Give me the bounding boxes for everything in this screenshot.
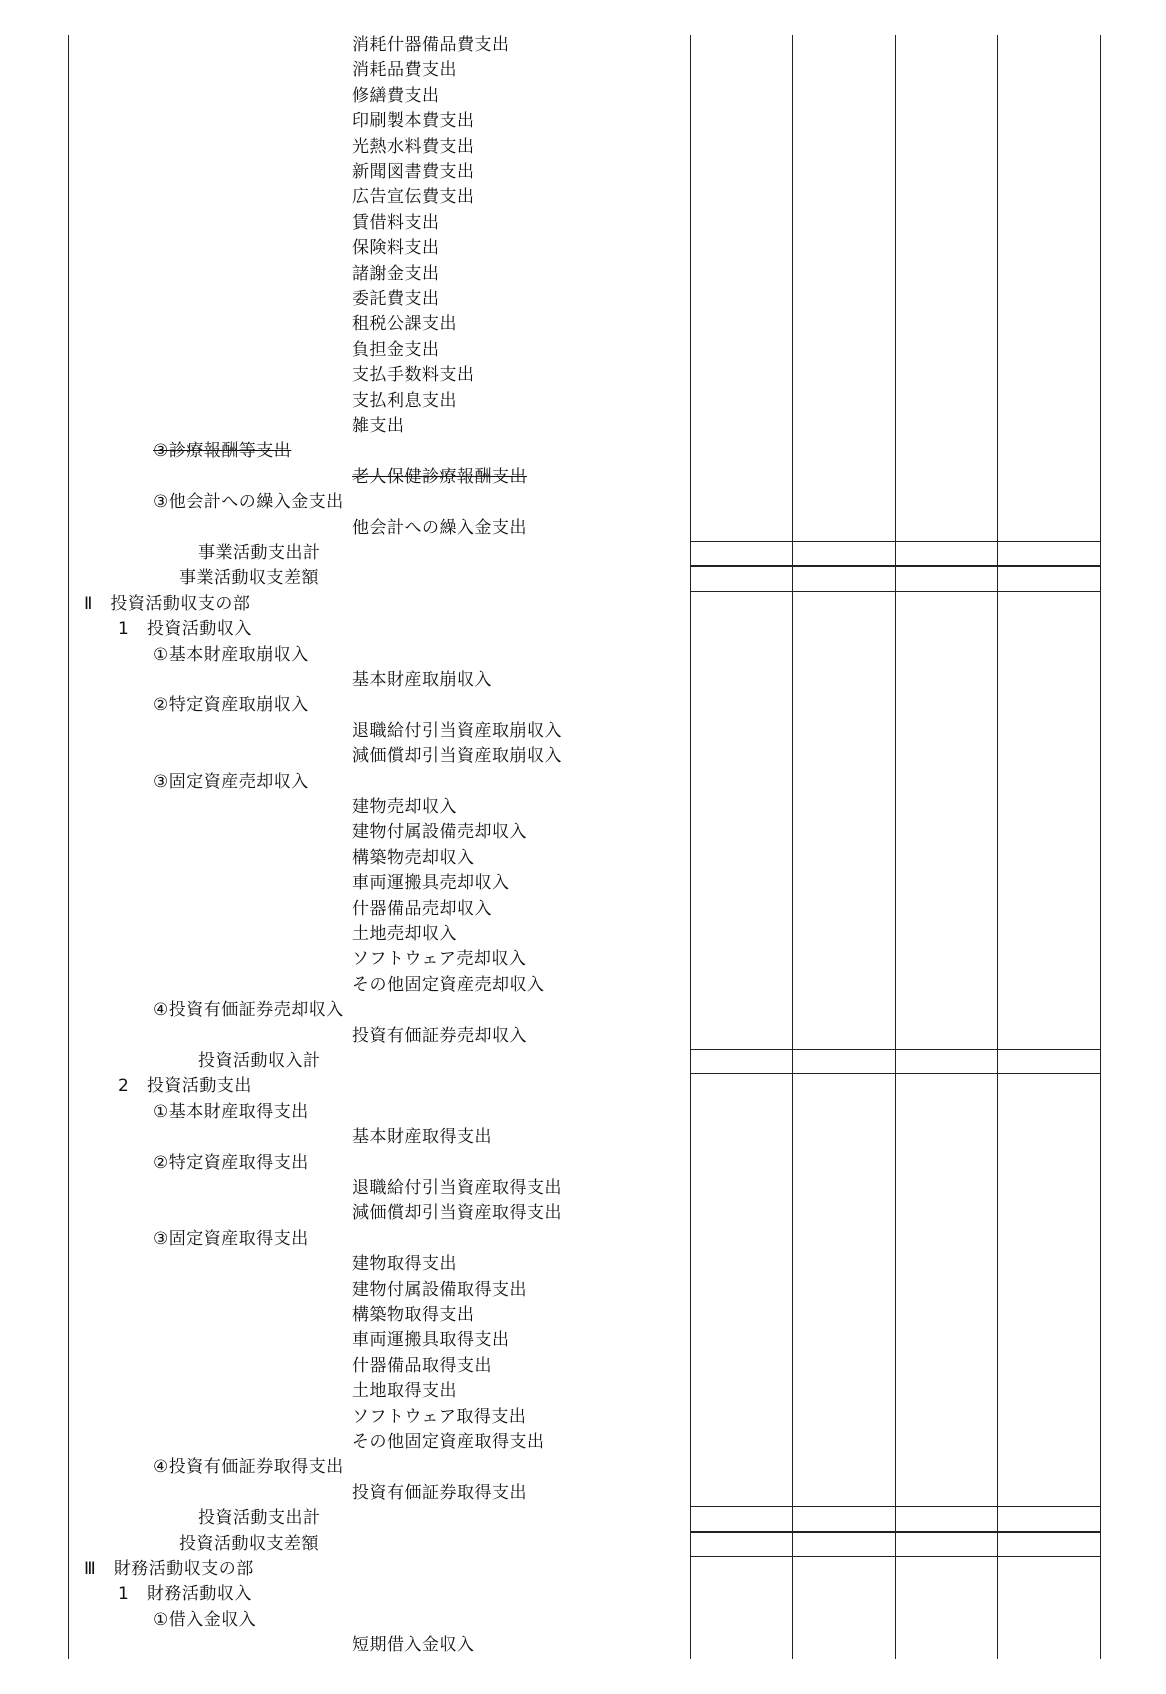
line-item-row: [0, 693, 1166, 718]
line-item-row: [0, 1303, 1166, 1328]
line-item-label: 構築物売却収入: [352, 847, 475, 868]
line-item-row: [0, 1328, 1166, 1353]
line-item-label: 新聞図書費支出: [352, 162, 475, 182]
line-item-label: 建物取得支出: [352, 1254, 457, 1275]
line-item-label: 支払手数料支出: [352, 365, 475, 386]
line-item-label: 印刷製本費支出: [352, 111, 475, 132]
line-item-label: 広告宣伝費支出: [352, 187, 475, 208]
line-item-row: [0, 947, 1166, 972]
line-item-row: [0, 1455, 1166, 1480]
line-item-row: [0, 1100, 1166, 1125]
line-item-row: [0, 1430, 1166, 1455]
line-item-row: [0, 465, 1166, 490]
line-item-row: [0, 820, 1166, 845]
line-item-label: 2 投資活動支出: [118, 1076, 252, 1097]
line-item-label: 車両運搬具取得支出: [352, 1330, 510, 1351]
line-item-label: 土地売却収入: [352, 924, 457, 944]
line-item-row: [0, 744, 1166, 769]
line-item-row: [0, 871, 1166, 896]
line-item-row: [0, 516, 1166, 541]
line-item-row: [0, 846, 1166, 871]
line-item-row: [0, 770, 1166, 795]
line-item-row: [0, 338, 1166, 363]
line-item-row: [0, 262, 1166, 287]
line-item-row: [0, 236, 1166, 261]
line-item-row: [0, 1125, 1166, 1150]
line-item-label: 車両運搬具売却収入: [352, 873, 510, 894]
line-item-row: [0, 160, 1166, 185]
line-item-label: 租税公課支出: [352, 314, 457, 335]
line-item-label: ③他会計への繰入金支出: [153, 492, 344, 513]
line-item-label: 投資活動収入計: [198, 1051, 321, 1071]
line-item-label: 減価償却引当資産取崩収入: [352, 746, 562, 767]
line-item-label: ③固定資産売却収入: [153, 771, 309, 792]
total-row: [0, 541, 1166, 566]
line-item-label: 土地取得支出: [352, 1381, 457, 1402]
total-row: [0, 1506, 1166, 1531]
line-item-label: 保険料支出: [352, 238, 440, 259]
line-item-row: [0, 719, 1166, 744]
line-item-label: 負担金支出: [352, 339, 440, 360]
line-item-label: ③固定資産取得支出: [153, 1228, 309, 1249]
line-item-row: [0, 643, 1166, 668]
line-item-label: 支払利息支出: [352, 390, 457, 411]
line-item-label: ①借入金収入: [153, 1609, 257, 1630]
line-item-label: ソフトウェア取得支出: [352, 1406, 527, 1427]
line-item-row: [0, 33, 1166, 58]
line-item-label: 退職給付引当資産取得支出: [352, 1178, 562, 1198]
line-item-row: [0, 389, 1166, 414]
line-item-row: [0, 1405, 1166, 1430]
line-item-row: [0, 897, 1166, 922]
line-item-label: ソフトウェア売却収入: [352, 949, 527, 970]
line-item-row: [0, 58, 1166, 83]
line-item-label: 消耗什器備品費支出: [352, 35, 510, 55]
section-heading-row: [0, 617, 1166, 642]
line-item-label: その他固定資産売却収入: [352, 974, 545, 995]
line-item-label: 建物付属設備売却収入: [352, 822, 527, 843]
line-item-label: 投資有価証券売却収入: [352, 1025, 527, 1046]
line-item-row: [0, 312, 1166, 337]
line-item-row: [0, 84, 1166, 109]
line-item-label: 老人保健診療報酬支出: [352, 466, 527, 487]
line-item-label: 1 財務活動収入: [118, 1584, 252, 1605]
line-item-row: [0, 439, 1166, 464]
line-item-label: その他固定資産取得支出: [352, 1432, 545, 1452]
line-item-label: 光熱水料費支出: [352, 136, 475, 157]
line-item-label: 他会計への繰入金支出: [352, 517, 527, 538]
line-item-row: [0, 287, 1166, 312]
line-item-label: 委託費支出: [352, 289, 440, 309]
line-item-row: [0, 1201, 1166, 1226]
line-item-label: 投資活動収支差額: [179, 1533, 319, 1554]
line-item-label: 減価償却引当資産取得支出: [352, 1203, 562, 1224]
line-item-row: [0, 973, 1166, 998]
line-item-label: ④投資有価証券売却収入: [153, 1000, 344, 1021]
line-item-label: ①基本財産取得支出: [153, 1101, 309, 1122]
line-item-label: 建物売却収入: [352, 797, 457, 817]
line-item-label: 雑支出: [352, 416, 405, 436]
line-item-row: [0, 363, 1166, 388]
line-item-row: [0, 185, 1166, 210]
line-item-label: ②特定資産取崩収入: [153, 695, 309, 716]
line-item-row: [0, 1227, 1166, 1252]
line-item-label: 什器備品売却収入: [352, 898, 492, 919]
line-item-row: [0, 414, 1166, 439]
line-item-row: [0, 109, 1166, 134]
line-item-label: 短期借入金収入: [352, 1635, 475, 1656]
line-item-row: [0, 1024, 1166, 1049]
line-item-row: [0, 1151, 1166, 1176]
line-item-label: 修繕費支出: [352, 85, 440, 106]
line-item-label: ①基本財産取崩収入: [153, 644, 309, 665]
line-item-label: Ⅱ 投資活動収支の部: [84, 593, 251, 614]
line-item-row: [0, 998, 1166, 1023]
total-row: [0, 566, 1166, 591]
line-item-label: 消耗品費支出: [352, 60, 457, 81]
line-item-label: ③診療報酬等支出: [153, 441, 292, 462]
line-item-label: 基本財産取得支出: [352, 1127, 492, 1148]
line-item-row: [0, 1354, 1166, 1379]
line-item-label: 基本財産取崩収入: [352, 670, 492, 690]
line-item-row: [0, 1608, 1166, 1633]
section-heading-row: [0, 1582, 1166, 1607]
line-item-label: ④投資有価証券取得支出: [153, 1457, 344, 1478]
line-item-label: 什器備品取得支出: [352, 1355, 492, 1376]
line-item-row: [0, 795, 1166, 820]
line-item-row: [0, 135, 1166, 160]
line-item-label: 投資活動支出計: [198, 1508, 321, 1529]
line-item-label: 賃借料支出: [352, 212, 440, 233]
line-item-label: ②特定資産取得支出: [153, 1152, 309, 1173]
line-item-row: [0, 1633, 1166, 1658]
line-item-label: 事業活動支出計: [198, 543, 321, 563]
total-row: [0, 1532, 1166, 1557]
section-heading-row: [0, 592, 1166, 617]
line-item-label: Ⅲ 財務活動収支の部: [84, 1559, 254, 1579]
line-item-label: 事業活動収支差額: [179, 568, 319, 589]
line-item-row: [0, 211, 1166, 236]
section-heading-row: [0, 1557, 1166, 1582]
line-item-row: [0, 668, 1166, 693]
line-item-label: 退職給付引当資産取崩収入: [352, 720, 562, 741]
line-item-label: 1 投資活動収入: [118, 619, 252, 640]
section-heading-row: [0, 1074, 1166, 1099]
line-item-row: [0, 1278, 1166, 1303]
line-item-row: [0, 490, 1166, 515]
line-item-row: [0, 1252, 1166, 1277]
line-item-row: [0, 1176, 1166, 1201]
line-item-label: 構築物取得支出: [352, 1305, 475, 1325]
line-item-label: 投資有価証券取得支出: [352, 1482, 527, 1503]
line-item-row: [0, 1481, 1166, 1506]
line-item-row: [0, 922, 1166, 947]
total-row: [0, 1049, 1166, 1074]
line-item-label: 建物付属設備取得支出: [352, 1279, 527, 1300]
line-item-label: 諸謝金支出: [352, 263, 440, 284]
line-item-row: [0, 1379, 1166, 1404]
